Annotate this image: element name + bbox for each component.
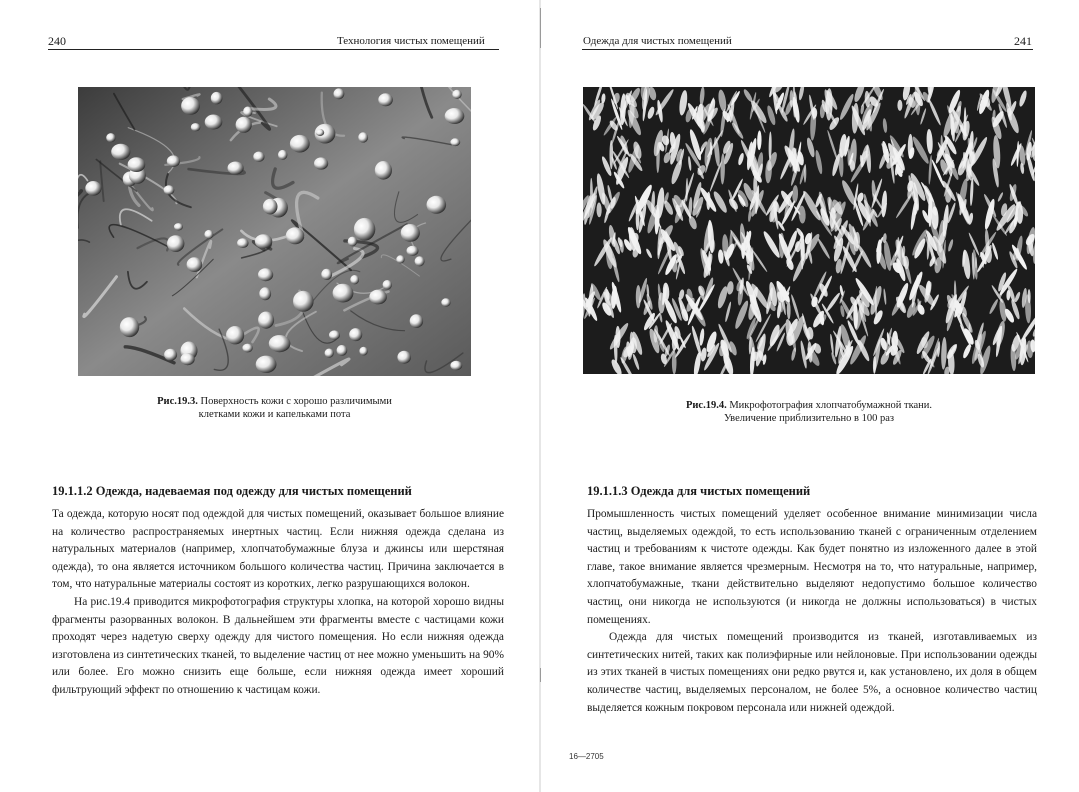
- right-paragraph-2: Одежда для чистых помещений производится из тканей, изготавливаемых из синтетических нитей, таких как полиэфирные или нейлоновые. При использовании одежды из этих тканей в чистых помещениях они редко рвутся и, как установлено, их доля в общем количестве частиц, выделяемых персоналом, не более 5%, а основное количество частиц выделяется кожным покровом персонала или нижней одеждой.: [587, 631, 1037, 714]
- sweat-droplet: [85, 181, 101, 196]
- sweat-droplet: [111, 144, 130, 160]
- sweat-droplet: [359, 347, 367, 356]
- right-figure-label: Рис.19.4.: [685, 400, 727, 411]
- sweat-droplet: [263, 199, 278, 215]
- cotton-fiber: [636, 285, 641, 308]
- sweat-droplet: [174, 223, 183, 230]
- sweat-droplet: [228, 162, 244, 175]
- sweat-droplet: [181, 353, 195, 365]
- sweat-droplet: [211, 92, 223, 104]
- sweat-droplet: [191, 123, 201, 131]
- cotton-fabric-micrograph: [583, 87, 1035, 374]
- cotton-fiber: [975, 257, 977, 269]
- right-body-text: [587, 506, 1037, 717]
- left-paragraph-2: На рис.19.4 приводится микрофотография структуры хлопка, на которой хорошо видны фрагменты разорванных волокон. В дальнейшем эти фрагменты вместе с частицами кожи проходят через надетую сверху одежду для чистого помещения. Но если нижняя одежда изготовлена из синтетических тканей, то выделение частиц от нее можно уменьшить на 90% или более. Его можно снизить еще больше, если нижняя одежда имеет хороший фильтрующий эффект по отношению к частицам кожи.: [52, 595, 504, 696]
- cotton-fiber: [897, 100, 902, 111]
- sweat-droplet: [397, 351, 411, 364]
- sweat-droplet: [350, 275, 359, 284]
- left-header-rule: [48, 49, 499, 50]
- sweat-droplet: [120, 317, 139, 337]
- sweat-droplet: [407, 246, 419, 256]
- sweat-droplet: [187, 257, 203, 272]
- sweat-droplet: [415, 256, 425, 266]
- left-running-title: Технология чистых помещений: [337, 35, 485, 47]
- sweat-droplet: [106, 133, 115, 142]
- sweat-droplet: [401, 224, 420, 242]
- sweat-droplet: [441, 298, 450, 306]
- sweat-droplet: [181, 97, 200, 115]
- left-caption-line2: клетками кожи и капельками пота: [198, 408, 351, 420]
- sweat-droplet: [269, 335, 291, 352]
- sweat-droplet: [253, 152, 264, 162]
- sweat-droplet: [329, 330, 340, 339]
- right-figure-caption: [583, 400, 1035, 425]
- sweat-droplet: [358, 132, 368, 142]
- sweat-droplet: [316, 129, 324, 136]
- sweat-droplet: [259, 287, 271, 300]
- sweat-droplet: [204, 230, 213, 239]
- sweat-droplet: [226, 326, 244, 344]
- sweat-droplet: [334, 88, 345, 99]
- sweat-droplet: [293, 291, 314, 312]
- right-page-number: 241: [1014, 34, 1032, 48]
- sweat-droplet: [369, 290, 387, 305]
- right-running-head: [541, 34, 1079, 48]
- sweat-droplet: [258, 312, 274, 329]
- sweat-droplet: [167, 155, 180, 167]
- sweat-droplet: [325, 349, 334, 358]
- sweat-droplet: [164, 349, 177, 361]
- sweat-droplet: [450, 138, 460, 146]
- left-page-number: 240: [48, 34, 66, 48]
- sweat-droplet: [375, 161, 392, 180]
- sweat-droplet: [378, 93, 393, 106]
- sweat-droplet: [167, 235, 184, 252]
- skin-micrograph-image: [78, 87, 471, 376]
- sweat-droplet: [278, 150, 287, 160]
- left-figure-caption: [78, 396, 471, 421]
- sweat-droplet: [243, 107, 252, 117]
- sweat-droplet: [290, 135, 310, 153]
- right-caption-line2: Увеличение приблизительно в 100 раз: [723, 412, 895, 424]
- sweat-droplet: [236, 117, 252, 133]
- sweat-droplet: [450, 361, 462, 371]
- sweat-droplet: [237, 238, 248, 248]
- left-caption-line1: Рис.19.3. Поверхность кожи с хорошо различимыми: [157, 396, 392, 407]
- sweat-droplet: [410, 314, 423, 328]
- printer-signature-mark: 16—2705: [569, 752, 604, 761]
- cotton-fiber: [610, 140, 614, 169]
- left-running-head: [0, 34, 540, 48]
- sweat-droplet: [205, 115, 223, 130]
- sweat-droplet: [255, 234, 272, 248]
- sweat-droplet: [321, 269, 332, 280]
- cotton-micrograph-image: [583, 87, 1035, 374]
- sweat-droplet: [452, 90, 461, 99]
- sweat-droplet: [164, 185, 175, 195]
- right-page: [541, 0, 1079, 792]
- right-header-rule: [582, 49, 1033, 50]
- left-paragraph-1: Та одежда, которую носят под одеждой для чистых помещений, оказывает большое влияние на количество распространяемых инертных частиц. Если нижняя одежда сделана из натуральных материалов (например, хлопчатобумажные блуза и джинсы или шерстяная одежда), то она является источником большого количества частиц. Причина заключается в том, что натуральные материалы состоят из коротких, легко разрушающихся волокон.: [52, 508, 504, 591]
- sweat-droplet: [427, 196, 447, 214]
- left-body-text: [52, 506, 504, 700]
- sweat-droplet: [314, 157, 328, 169]
- skin-surface-micrograph: [78, 87, 471, 376]
- right-paragraph-1: Промышленность чистых помещений уделяет особенное внимание минимизации числа частиц, выделяемых одеждой, то есть использованию тканей с ограниченным отделением частиц и требованиям к чистоте одежды. Как будет понятно из изложенного далее в этой главе, такое внимание является чрезмерным. Несмотря на то, что натуральные, например, хлопчатобумажные, ткани действительно выделяют недопустимо большое количество частиц, они никогда не используются (и никогда не должны использоваться) в чистых помещениях.: [587, 508, 1037, 626]
- sweat-droplet: [349, 328, 362, 341]
- sweat-droplet: [354, 218, 375, 241]
- sweat-droplet: [128, 157, 146, 172]
- left-figure-label: Рис.19.3.: [157, 396, 198, 407]
- left-section-heading: 19.1.1.2 Одежда, надеваемая под одежду для чистых помещений: [52, 484, 412, 498]
- sweat-droplet: [286, 227, 305, 244]
- sweat-droplet: [396, 255, 404, 263]
- sweat-droplet: [445, 108, 465, 124]
- sweat-droplet: [337, 345, 348, 356]
- sweat-droplet: [256, 356, 277, 373]
- sweat-droplet: [333, 284, 354, 303]
- right-caption-line1: Рис.19.4. Микрофотография хлопчатобумажной ткани.: [685, 400, 933, 411]
- right-section-heading: 19.1.1.3 Одежда для чистых помещений: [587, 484, 811, 498]
- sweat-droplet: [242, 344, 252, 353]
- sweat-droplet: [383, 280, 392, 290]
- sweat-droplet: [258, 268, 273, 281]
- sweat-droplet: [348, 237, 357, 247]
- right-running-title: Одежда для чистых помещений: [583, 35, 732, 47]
